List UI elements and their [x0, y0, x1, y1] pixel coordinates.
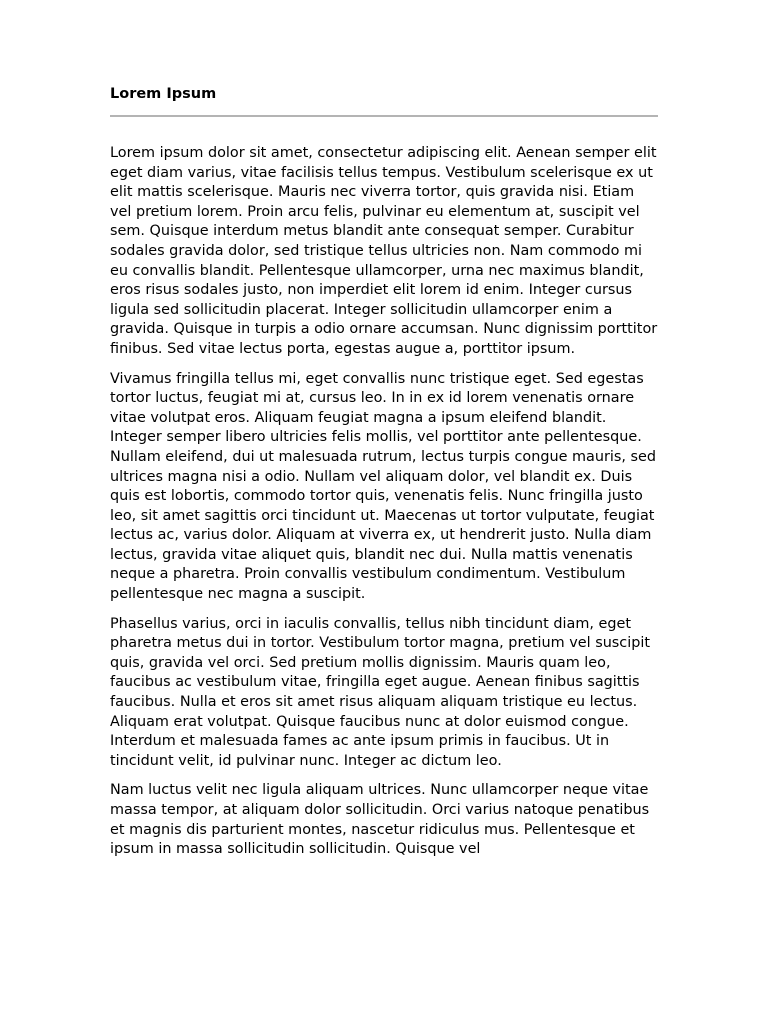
- document-body: [110, 144, 658, 870]
- paragraph-2: Vivamus fringilla tellus mi, eget convallis nunc tristique eget. Sed egestas tortor luctus, feugiat mi at, cursus leo. In in ex id lorem venenatis ornare vitae volutpat eros. Aliquam feugiat magna a ipsum eleifend blandit. Integer semper libero ultricies felis mollis, vel porttitor ante pellentesque. Nullam eleifend, dui ut malesuada rutrum, lectus turpis congue mauris, sed ultrices magna nisi a odio. Nullam vel aliquam dolor, vel blandit ex. Duis quis est lobortis, commodo tortor quis, venenatis felis. Nunc fringilla justo leo, sit amet sagittis orci tincidunt ut. Maecenas ut tortor vulputate, feugiat lectus ac, varius dolor. Aliquam at viverra ex, ut hendrerit justo. Nulla diam lectus, gravida vitae aliquet quis, blandit nec dui. Nulla mattis venenatis neque a pharetra. Proin convallis vestibulum condimentum. Vestibulum pellentesque nec magna a suscipit.: [110, 370, 657, 603]
- document-page: [110, 0, 658, 1024]
- paragraph-4: Nam luctus velit nec ligula aliquam ultrices. Nunc ullamcorper neque vitae massa tempor, at aliquam dolor sollicitudin. Orci varius natoque penatibus et magnis dis parturient montes, nascetur ridiculus mus. Pellentesque et ipsum in massa sollicitudin sollicitudin. Quisque vel: [110, 782, 650, 858]
- paragraph-3: Phasellus varius, orci in iaculis convallis, tellus nibh tincidunt diam, eget pharetra metus dui in tortor. Vestibulum tortor magna, pretium vel suscipit quis, gravida vel orci. Sed pretium mollis dignissim. Mauris quam leo, faucibus ac vestibulum vitae, fringilla eget augue. Aenean finibus sagittis faucibus. Nulla et eros sit amet risus aliquam aliquam tristique eu lectus. Aliquam erat volutpat. Quisque faucibus nunc at dolor euismod congue. Interdum et malesuada fames ac ante ipsum primis in faucibus. Ut in tincidunt velit, id pulvinar nunc. Integer ac dictum leo.: [110, 615, 650, 769]
- paragraph-1: Lorem ipsum dolor sit amet, consectetur adipiscing elit. Aenean semper elit eget diam varius, vitae facilisis tellus tempus. Vestibulum scelerisque ex ut elit mattis scelerisque. Mauris nec viverra tortor, quis gravida nisi. Etiam vel pretium lorem. Proin arcu felis, pulvinar eu elementum at, suscipit vel sem. Quisque interdum metus blandit ante consequat semper. Curabitur sodales gravida dolor, sed tristique tellus ultricies non. Nam commodo mi eu convallis blandit. Pellentesque ullamcorper, urna nec maximus blandit, eros risus sodales justo, non imperdiet elit lorem id enim. Integer cursus ligula sed sollicitudin placerat. Integer sollicitudin ullamcorper enim a gravida. Quisque in turpis a odio ornare accumsan. Nunc dignissim porttitor finibus. Sed vitae lectus porta, egestas augue a, porttitor ipsum.: [110, 145, 658, 357]
- document-title: Lorem Ipsum: [110, 86, 217, 102]
- title-divider: [110, 115, 658, 117]
